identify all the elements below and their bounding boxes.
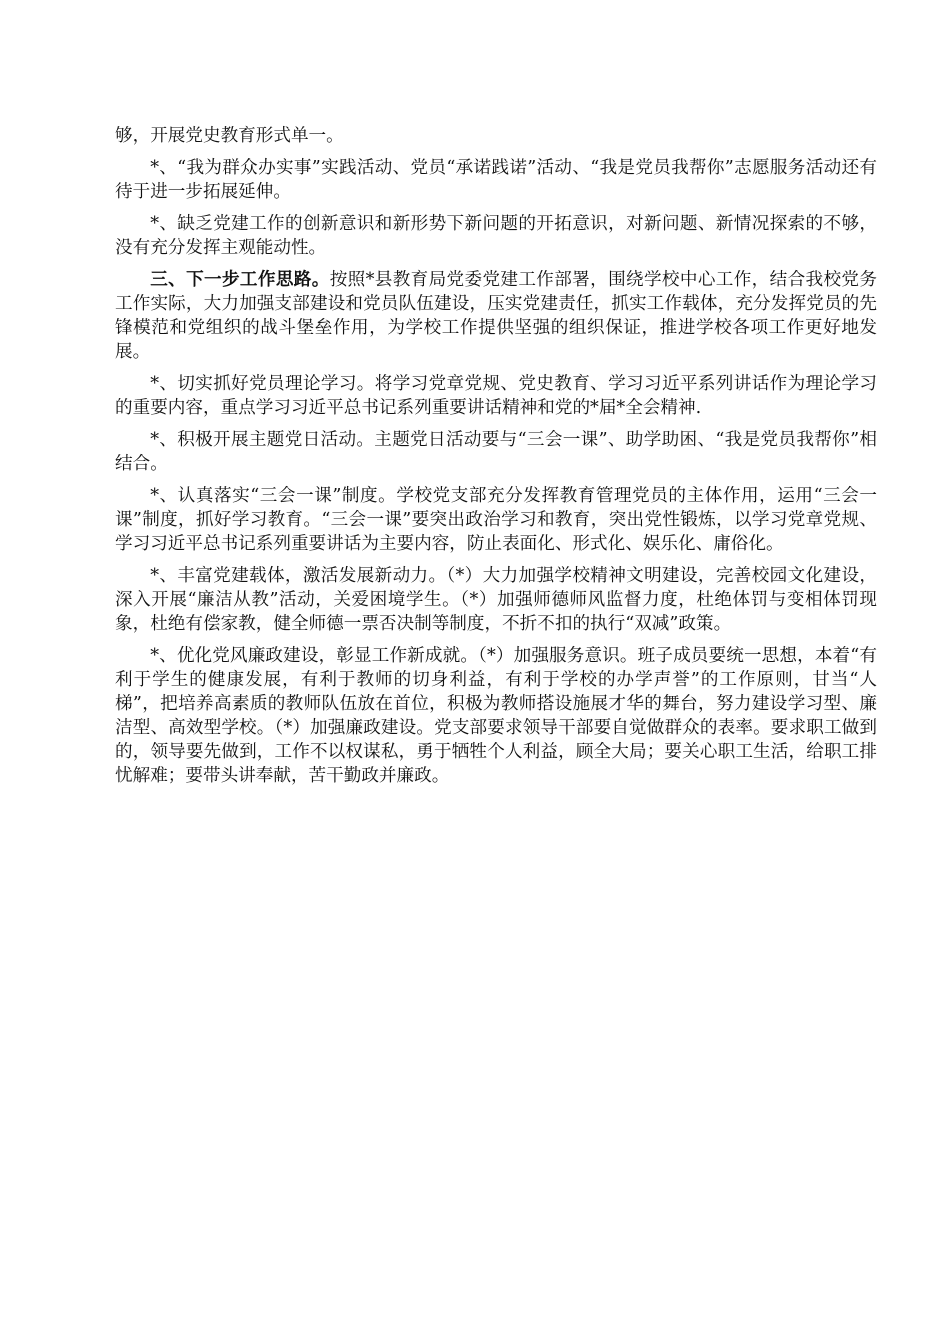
paragraph-next-steps: [115, 268, 877, 364]
paragraph-text: *、丰富党建载体，激活发展新动力。（*）大力加强学校精神文明建设，完善校园文化建设，深入开展“廉洁从教”活动，关爱困境学生。（*）加强师德师风监督力度，杜绝体罚与变相体罚现象，杜绝有偿家教，健全师德一票否决制等制度，不折不扣的执行“双减”政策。: [115, 566, 877, 634]
paragraph-text: *、切实抓好党员理论学习。将学习党章党规、党史教育、学习习近平系列讲话作为理论学习的重要内容，重点学习习近平总书记系列重要讲话精神和党的*届*全会精神.: [115, 374, 877, 418]
paragraph-party-carriers: [115, 564, 877, 636]
paragraph-practice-activities: [115, 156, 877, 204]
paragraph-text: *、缺乏党建工作的创新意识和新形势下新问题的开拓意识，对新问题、新情况探索的不够，没有充分发挥主观能动性。: [115, 214, 877, 258]
paragraph-theory-study: [115, 372, 877, 420]
paragraph-text: *、优化党风廉政建设，彰显工作新成就。（*）加强服务意识。班子成员要统一思想，本着“有利于学生的健康发展，有利于教师的切身利益，有利于学校的办学声誉”的工作原则，甘当“人梯”，把培养高素质的教师队伍放在首位，积极为教师搭设施展才华的舞台，努力建设学习型、廉洁型、高效型学校。（*）加强廉政建设。党支部要求领导干部要自觉做群众的表率。要求职工做到的，领导要先做到，工作不以权谋私，勇于牺牲个人利益，顾全大局；要关心职工生活，给职工排忧解难；要带头讲奉献，苦干勤政并廉政。: [115, 646, 877, 786]
paragraph-party-day: [115, 428, 877, 476]
paragraph-text: 按照*县教育局党委党建工作部署，围绕学校中心工作，结合我校党务工作实际，大力加强支部建设和党员队伍建设，压实党建责任，抓实工作载体，充分发挥党员的先锋模范和党组织的战斗堡垒作用，为学校工作提供坚强的组织保证，推进学校各项工作更好地发展。: [115, 270, 877, 362]
section-heading: 三、下一步工作思路。: [150, 269, 330, 290]
paragraph-integrity-building: [115, 644, 877, 788]
paragraph-text: *、积极开展主题党日活动。主题党日活动要与“三会一课”、助学助困、“我是党员我帮你”相结合。: [115, 430, 877, 474]
paragraph-three-meetings: [115, 484, 877, 556]
paragraph-text: *、“我为群众办实事”实践活动、党员“承诺践诺”活动、“我是党员我帮你”志愿服务活动还有待于进一步拓展延伸。: [115, 158, 877, 202]
paragraph-innovation-awareness: [115, 212, 877, 260]
paragraph-text: 够，开展党史教育形式单一。: [115, 126, 344, 146]
document-body: [115, 124, 877, 796]
paragraph-continuation: [115, 124, 877, 148]
paragraph-text: *、认真落实“三会一课”制度。学校党支部充分发挥教育管理党员的主体作用，运用“三会一课”制度，抓好学习教育。“三会一课”要突出政治学习和教育，突出党性锻炼，以学习党章党规、学习习近平总书记系列重要讲话为主要内容，防止表面化、形式化、娱乐化、庸俗化。: [115, 486, 877, 554]
